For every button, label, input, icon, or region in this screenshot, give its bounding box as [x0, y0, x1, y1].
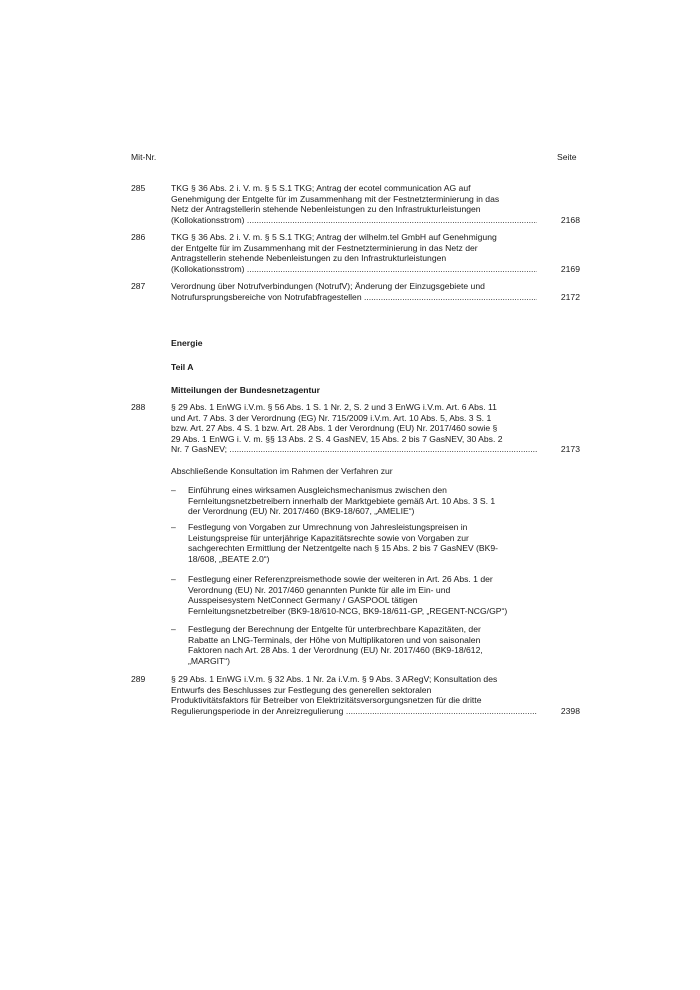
dot-leader-line: (Kollokationsstrom) .....: [171, 215, 537, 226]
entry-number: 287: [131, 281, 146, 291]
dot-leader-line: Regulierungsperiode in der Anreizregulierung .....: [171, 706, 537, 717]
entry-page: 2173: [560, 444, 580, 454]
entry-number: 285: [131, 183, 146, 193]
bullet-dash: –: [171, 485, 176, 495]
entry-text: TKG § 36 Abs. 2 i. V. m. § 5 S.1 TKG; Antrag der wilhelm.tel GmbH auf Genehmigung der Entgelte für im Zusammenhang mit der Festnetzterminierung in das Netz der Antragstellerin stehende Nebenleistungen zu den Infrastrukturleistungen (Kollokationsstrom) .....: [171, 232, 537, 274]
dot-leader-line: Nr. 7 GasNEV; .....: [171, 444, 537, 455]
column-header-page: Seite: [557, 152, 577, 162]
section-title: Energie: [171, 338, 203, 348]
entry-page: 2398: [560, 706, 580, 716]
bullet-dash: –: [171, 624, 176, 634]
entry-number: 289: [131, 674, 146, 684]
dot-leader-line: Notrufursprungsbereiche von Notrufabfragestellen .....: [171, 292, 537, 303]
entry-text: TKG § 36 Abs. 2 i. V. m. § 5 S.1 TKG; Antrag der ecotel communication AG auf Genehmigung der Entgelte für im Zusammenhang mit der Festnetzterminierung in das Netz der Antragstellerin stehende Nebenleistungen zu den Infrastrukturleistungen (Kollokationsstrom) .....: [171, 183, 537, 225]
entry-number: 286: [131, 232, 146, 242]
entry-text: § 29 Abs. 1 EnWG i.V.m. § 56 Abs. 1 S. 1 Nr. 2, S. 2 und 3 EnWG i.V.m. Art. 6 Abs. 11 und Art. 7 Abs. 3 der Verordnung (EG) Nr. 715/2009 i.V.m. Art. 10 Abs. 5, Abs. 3 S. 1 bzw. Art. 27 Abs. 4 S. 1 bzw. Art. 28 Abs. 1 der Verordnung (EU) Nr. 2017/460 sowie § 29 Abs. 1 EnWG i. V. m. §§ 13 Abs. 2 S. 4 GasNEV, 15 Abs. 2 bis 7 GasNEV, 30 Abs. 2 Nr. 7 GasNEV; .....: [171, 402, 537, 455]
bullet-item: Einführung eines wirksamen Ausgleichsmechanismus zwischen den Fernleitungsnetzbetreibern innerhalb der Marktgebiete gemäß Art. 10 Abs. 3 S. 1 der Verordnung (EU) Nr. 2017/460 (BK9-18/607, „AMELIE“): [188, 485, 496, 517]
dot-leader-line: (Kollokationsstrom) .....: [171, 264, 537, 275]
column-header-number: Mit-Nr.: [131, 152, 157, 162]
entry-page: 2168: [560, 215, 580, 225]
entry-page: 2172: [560, 292, 580, 302]
entry-text: § 29 Abs. 1 EnWG i.V.m. § 32 Abs. 1 Nr. 2a i.V.m. § 9 Abs. 3 ARegV; Konsultation des Entwurfs des Beschlusses zur Festlegung des generellen sektoralen Produktivitätsfaktors für Betreiber von Elektrizitätsversorgungsnetzen für die dritte Regulierungsperiode in der Anreizregulierung .....: [171, 674, 537, 716]
bullet-item: Festlegung der Berechnung der Entgelte für unterbrechbare Kapazitäten, der Rabatte an LNG-Terminals, der Höhe von Multiplikatoren und von saisonalen Faktoren nach Art. 28 Abs. 1 der Verordnung (EU) Nr. 2017/460 (BK9-18/612, „MARGIT“): [188, 624, 483, 666]
bullet-item: Festlegung von Vorgaben zur Umrechnung von Jahresleistungspreisen in Leistungspreise für unterjährige Kapazitätsrechte sowie von Vorgaben zur sachgerechten Ermittlung der Netzentgelte nach § 15 Abs. 2 bis 7 GasNEV (BK9- 18/608, „BEATE 2.0“): [188, 522, 499, 564]
bullet-dash: –: [171, 522, 176, 532]
bullet-item: Festlegung einer Referenzpreismethode sowie der weiteren in Art. 26 Abs. 1 der Verordnung (EU) Nr. 2017/460 genannten Punkte für alle im Ein- und Ausspeisesystem NetConnect Germany / GASPOOL tätigen Fernleitungsnetzbetreiber (BK9-18/610-NCG, BK9-18/611-GP, „REGENT-NCG/GP“): [188, 574, 508, 616]
section-subtitle: Mitteilungen der Bundesnetzagentur: [171, 385, 320, 395]
entry-text: Verordnung über Notrufverbindungen (NotrufV); Änderung der Einzugsgebiete und Notrufursprungsbereiche von Notrufabfragestellen .....: [171, 281, 537, 302]
entry-number: 288: [131, 402, 146, 412]
section-part: Teil A: [171, 362, 194, 372]
entry-page: 2169: [560, 264, 580, 274]
bullet-dash: –: [171, 574, 176, 584]
consultation-intro: Abschließende Konsultation im Rahmen der Verfahren zur: [171, 466, 393, 476]
